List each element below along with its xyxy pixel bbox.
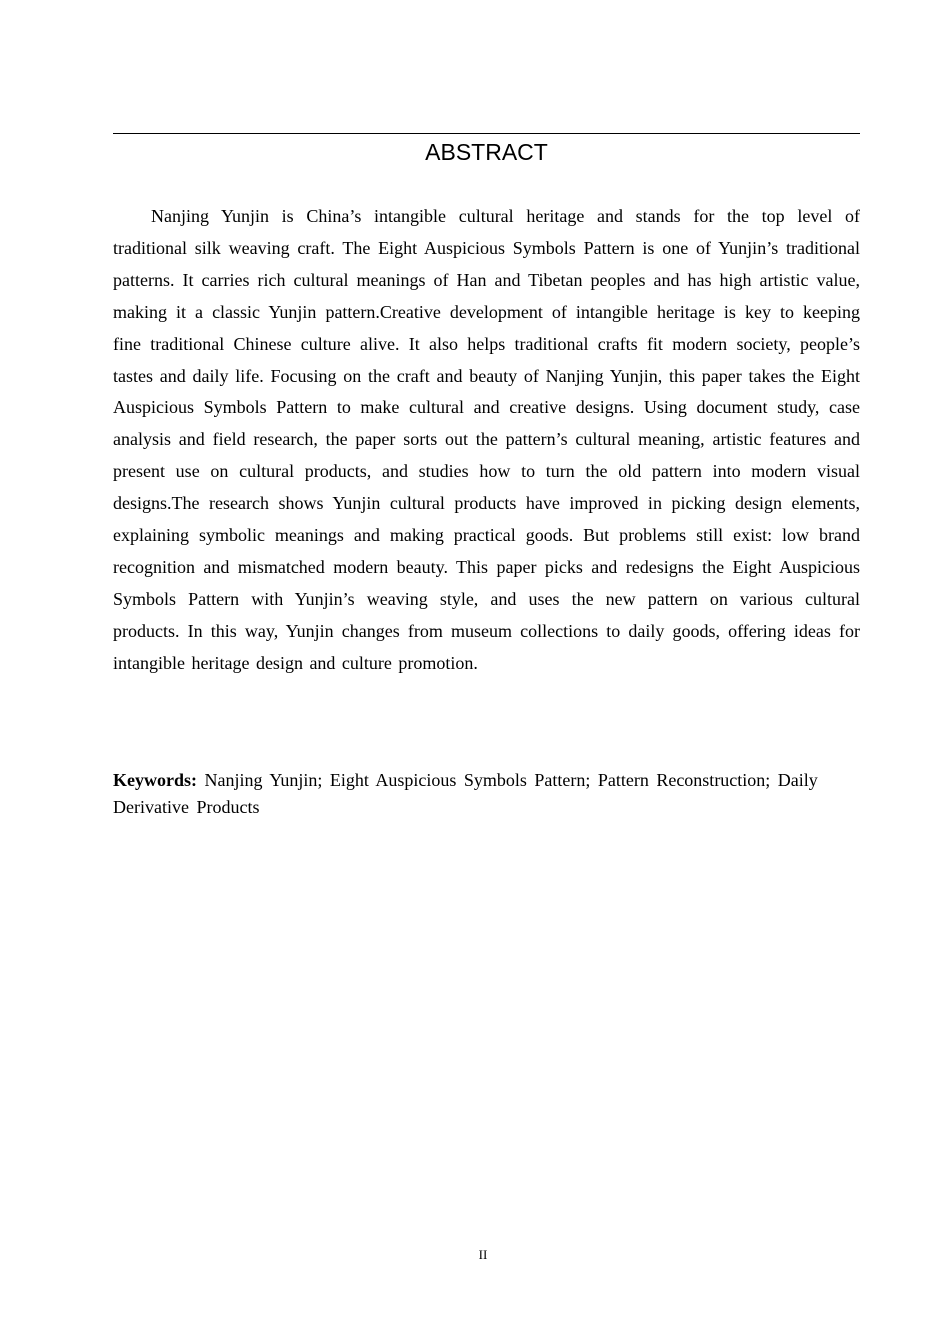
header-rule: [113, 133, 860, 134]
page-number: II: [478, 1247, 488, 1262]
keywords-label: Keywords:: [113, 770, 197, 790]
abstract-heading: ABSTRACT: [425, 139, 548, 165]
keywords-text: Nanjing Yunjin; Eight Auspicious Symbols Pattern; Pattern Reconstruction; Daily Derivative Products: [113, 770, 818, 817]
keywords-line: [113, 767, 860, 821]
abstract-body: Nanjing Yunjin is China’s intangible cultural heritage and stands for the top level of traditional silk weaving craft. The Eight Auspicious Symbols Pattern is one of Yunjin’s traditional patterns. It carries rich cultural meanings of Han and Tibetan peoples and has high artistic value, making it a classic Yunjin pattern.Creative development of intangible heritage is key to keeping fine traditional Chinese culture alive. It also helps traditional crafts fit modern society, people’s tastes and daily life. Focusing on the craft and beauty of Nanjing Yunjin, this paper takes the Eight Auspicious Symbols Pattern to make cultural and creative designs. Using document study, case analysis and field research, the paper sorts out the pattern’s cultural meaning, artistic features and present use on cultural products, and studies how to turn the old pattern into modern visual designs.The research shows Yunjin cultural products have improved in picking design elements, explaining symbolic meanings and making practical goods. But problems still exist: low brand recognition and mismatched modern beauty. This paper picks and redesigns the Eight Auspicious Symbols Pattern with Yunjin’s weaving style, and uses the new pattern on various cultural products. In this way, Yunjin changes from museum collections to daily goods, offering ideas for intangible heritage design and culture promotion.: [113, 206, 860, 673]
